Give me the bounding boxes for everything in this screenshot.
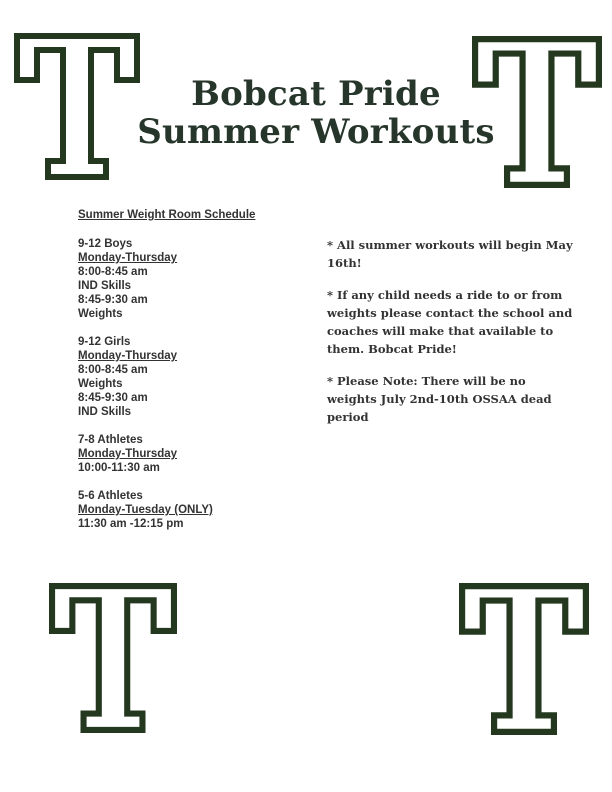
note-start-date: * All summer workouts will begin May 16th! bbox=[327, 238, 573, 270]
group-line: IND Skills bbox=[78, 406, 132, 418]
t-logo-bottom-left bbox=[49, 583, 177, 733]
group-line: Weights bbox=[78, 308, 123, 320]
group-name: 7-8 Athletes bbox=[78, 434, 143, 446]
group-line: IND Skills bbox=[78, 280, 132, 292]
schedule-heading: Summer Weight Room Schedule bbox=[78, 209, 256, 221]
schedule-group bbox=[78, 335, 298, 419]
group-line: 8:45-9:30 am bbox=[78, 392, 148, 404]
group-name: 5-6 Athletes bbox=[78, 490, 143, 502]
group-days: Monday-Thursday bbox=[78, 448, 178, 460]
schedule-group bbox=[78, 489, 298, 531]
block-letter-t-logo-icon bbox=[49, 583, 177, 733]
group-name: 9-12 Boys bbox=[78, 238, 133, 250]
t-logo-bottom-right bbox=[459, 583, 589, 735]
group-line: 11:30 am -12:15 pm bbox=[78, 518, 184, 530]
page-title bbox=[120, 75, 512, 151]
block-letter-t-logo-icon bbox=[459, 583, 589, 735]
group-line: Weights bbox=[78, 378, 123, 390]
group-days: Monday-Tuesday (ONLY) bbox=[78, 504, 213, 516]
group-line: 8:00-8:45 am bbox=[78, 364, 148, 376]
schedule-group bbox=[78, 237, 298, 321]
note-dead-period: * Please Note: There will be no weights July 2nd-10th OSSAA dead period bbox=[327, 374, 552, 424]
group-days: Monday-Thursday bbox=[78, 252, 178, 264]
title-line-2: Summer Workouts bbox=[137, 112, 495, 152]
group-line: 8:45-9:30 am bbox=[78, 294, 148, 306]
weight-room-schedule bbox=[78, 208, 298, 545]
schedule-group bbox=[78, 433, 298, 475]
group-line: 8:00-8:45 am bbox=[78, 266, 148, 278]
group-days: Monday-Thursday bbox=[78, 350, 178, 362]
title-line-1: Bobcat Pride bbox=[191, 74, 441, 114]
note-ride: * If any child needs a ride to or from weights please contact the school and coaches will make that available to them. Bobcat Pride! bbox=[327, 288, 573, 356]
group-line: 10:00-11:30 am bbox=[78, 462, 160, 474]
workout-notes bbox=[327, 236, 577, 440]
group-name: 9-12 Girls bbox=[78, 336, 131, 348]
